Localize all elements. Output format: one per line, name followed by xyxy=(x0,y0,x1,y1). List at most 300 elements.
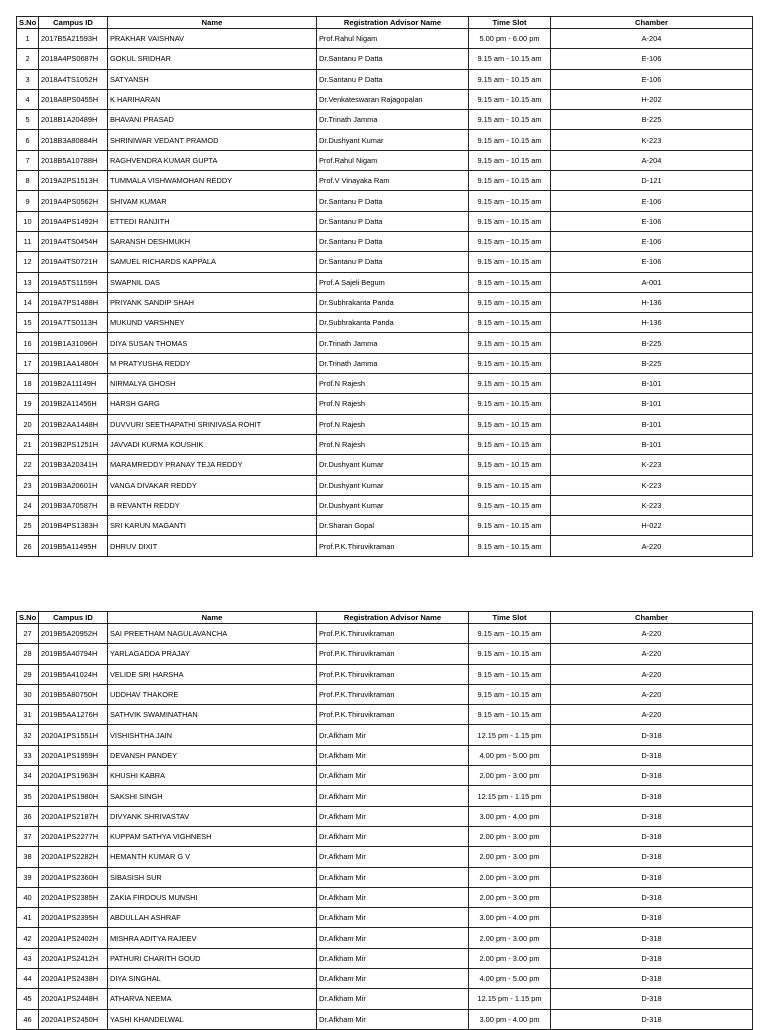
cell-chamber: K-223 xyxy=(551,130,753,150)
cell-advisor: Prof.P.K.Thiruvikraman xyxy=(317,536,469,556)
cell-advisor: Dr.Afkham Mir xyxy=(317,826,469,846)
cell-time-slot: 2.00 pm - 3.00 pm xyxy=(469,928,551,948)
advisor-table-2 xyxy=(16,611,753,1030)
cell-advisor: Dr.Dushyant Kumar xyxy=(317,130,469,150)
table-row xyxy=(17,150,753,170)
cell-sno: 5 xyxy=(17,110,39,130)
table-row xyxy=(17,766,753,786)
cell-time-slot: 9.15 am - 10.15 am xyxy=(469,495,551,515)
cell-time-slot: 9.15 am - 10.15 am xyxy=(469,130,551,150)
cell-name: KUPPAM SATHYA VIGHNESH xyxy=(108,826,317,846)
cell-advisor: Prof.N Rajesh xyxy=(317,394,469,414)
cell-advisor: Dr.Dushyant Kumar xyxy=(317,455,469,475)
table-row xyxy=(17,171,753,191)
table-row xyxy=(17,989,753,1009)
cell-time-slot: 3.00 pm - 4.00 pm xyxy=(469,908,551,928)
cell-chamber: A-204 xyxy=(551,150,753,170)
cell-chamber: B-101 xyxy=(551,394,753,414)
cell-name: B REVANTH REDDY xyxy=(108,495,317,515)
cell-campus-id: 2020A1PS2402H xyxy=(39,928,108,948)
cell-advisor: Dr.Subhrakanta Panda xyxy=(317,313,469,333)
cell-name: JAVVADI KURMA KOUSHIK xyxy=(108,434,317,454)
cell-name: BHAVANI PRASAD xyxy=(108,110,317,130)
cell-time-slot: 12.15 pm - 1.15 pm xyxy=(469,989,551,1009)
cell-time-slot: 9.15 am - 10.15 am xyxy=(469,516,551,536)
cell-advisor: Dr.Afkham Mir xyxy=(317,948,469,968)
cell-sno: 7 xyxy=(17,150,39,170)
header-advisor: Registration Advisor Name xyxy=(317,17,469,29)
cell-chamber: D-318 xyxy=(551,745,753,765)
cell-name: SAKSHI SINGH xyxy=(108,786,317,806)
table-row xyxy=(17,536,753,556)
cell-name: ATHARVA NEEMA xyxy=(108,989,317,1009)
cell-time-slot: 9.15 am - 10.15 am xyxy=(469,536,551,556)
table-row xyxy=(17,847,753,867)
cell-advisor: Prof.P.K.Thiruvikraman xyxy=(317,644,469,664)
cell-chamber: A-220 xyxy=(551,644,753,664)
cell-campus-id: 2019B5A20952H xyxy=(39,624,108,644)
cell-sno: 23 xyxy=(17,475,39,495)
cell-chamber: D-318 xyxy=(551,908,753,928)
cell-sno: 41 xyxy=(17,908,39,928)
cell-name: NIRMALYA GHOSH xyxy=(108,374,317,394)
cell-time-slot: 9.15 am - 10.15 am xyxy=(469,171,551,191)
cell-sno: 36 xyxy=(17,806,39,826)
cell-time-slot: 9.15 am - 10.15 am xyxy=(469,705,551,725)
cell-advisor: Dr.Afkham Mir xyxy=(317,745,469,765)
header-time-slot: Time Slot xyxy=(469,17,551,29)
cell-advisor: Dr.Afkham Mir xyxy=(317,989,469,1009)
cell-sno: 29 xyxy=(17,664,39,684)
cell-chamber: D-318 xyxy=(551,847,753,867)
cell-name: VANGA DIVAKAR REDDY xyxy=(108,475,317,495)
cell-time-slot: 9.15 am - 10.15 am xyxy=(469,414,551,434)
cell-chamber: D-318 xyxy=(551,887,753,907)
header-time-slot: Time Slot xyxy=(469,612,551,624)
cell-name: PATHURI CHARITH GOUD xyxy=(108,948,317,968)
cell-time-slot: 9.15 am - 10.15 am xyxy=(469,69,551,89)
cell-chamber: H-136 xyxy=(551,313,753,333)
table-body xyxy=(17,29,753,557)
cell-campus-id: 2019A7TS0113H xyxy=(39,313,108,333)
table-row xyxy=(17,89,753,109)
table-row xyxy=(17,130,753,150)
cell-time-slot: 9.15 am - 10.15 am xyxy=(469,292,551,312)
cell-chamber: E-106 xyxy=(551,191,753,211)
cell-time-slot: 9.15 am - 10.15 am xyxy=(469,475,551,495)
table-row xyxy=(17,110,753,130)
cell-campus-id: 2019B5AA1276H xyxy=(39,705,108,725)
cell-name: DUVVURI SEETHAPATHI SRINIVASA ROHIT xyxy=(108,414,317,434)
cell-chamber: A-220 xyxy=(551,624,753,644)
cell-name: DEVANSH PANDEY xyxy=(108,745,317,765)
cell-campus-id: 2019A5TS1159H xyxy=(39,272,108,292)
cell-sno: 12 xyxy=(17,252,39,272)
table-row xyxy=(17,725,753,745)
cell-sno: 38 xyxy=(17,847,39,867)
cell-sno: 19 xyxy=(17,394,39,414)
cell-campus-id: 2019B3A20341H xyxy=(39,455,108,475)
table-row xyxy=(17,1009,753,1029)
cell-time-slot: 9.15 am - 10.15 am xyxy=(469,684,551,704)
cell-time-slot: 9.15 am - 10.15 am xyxy=(469,49,551,69)
cell-sno: 44 xyxy=(17,969,39,989)
cell-advisor: Prof.A Sajeli Begum xyxy=(317,272,469,292)
cell-advisor: Dr.Afkham Mir xyxy=(317,969,469,989)
cell-time-slot: 9.15 am - 10.15 am xyxy=(469,272,551,292)
cell-campus-id: 2018A8PS0455H xyxy=(39,89,108,109)
cell-advisor: Dr.Afkham Mir xyxy=(317,908,469,928)
cell-sno: 40 xyxy=(17,887,39,907)
cell-name: K HARIHARAN xyxy=(108,89,317,109)
table-row xyxy=(17,414,753,434)
cell-chamber: D-318 xyxy=(551,786,753,806)
cell-campus-id: 2020A1PS1980H xyxy=(39,786,108,806)
table-row xyxy=(17,928,753,948)
header-advisor: Registration Advisor Name xyxy=(317,612,469,624)
header-name: Name xyxy=(108,612,317,624)
table-body xyxy=(17,624,753,1030)
cell-campus-id: 2020A1PS2438H xyxy=(39,969,108,989)
table-row xyxy=(17,745,753,765)
cell-advisor: Dr.Santanu P Datta xyxy=(317,49,469,69)
table-row xyxy=(17,867,753,887)
cell-campus-id: 2019B5A11495H xyxy=(39,536,108,556)
cell-chamber: B-225 xyxy=(551,110,753,130)
cell-sno: 35 xyxy=(17,786,39,806)
cell-sno: 31 xyxy=(17,705,39,725)
cell-chamber: E-106 xyxy=(551,252,753,272)
header-sno: S.No xyxy=(17,17,39,29)
cell-advisor: Dr.Afkham Mir xyxy=(317,867,469,887)
cell-name: M PRATYUSHA REDDY xyxy=(108,353,317,373)
cell-sno: 26 xyxy=(17,536,39,556)
cell-time-slot: 9.15 am - 10.15 am xyxy=(469,353,551,373)
cell-name: YASHI KHANDELWAL xyxy=(108,1009,317,1029)
cell-name: YARLAGADDA PRAJAY xyxy=(108,644,317,664)
cell-sno: 20 xyxy=(17,414,39,434)
table-header-row xyxy=(17,612,753,624)
cell-sno: 11 xyxy=(17,231,39,251)
table-row xyxy=(17,353,753,373)
cell-advisor: Dr.Santanu P Datta xyxy=(317,211,469,231)
cell-advisor: Dr.Afkham Mir xyxy=(317,766,469,786)
cell-campus-id: 2020A1PS2450H xyxy=(39,1009,108,1029)
cell-name: UDDHAV THAKORE xyxy=(108,684,317,704)
cell-name: SARANSH DESHMUKH xyxy=(108,231,317,251)
cell-campus-id: 2019B2A11149H xyxy=(39,374,108,394)
cell-name: SATHVIK SWAMINATHAN xyxy=(108,705,317,725)
cell-name: PRIYANK SANDIP SHAH xyxy=(108,292,317,312)
cell-campus-id: 2018B5A10788H xyxy=(39,150,108,170)
cell-campus-id: 2019B2PS1251H xyxy=(39,434,108,454)
cell-sno: 21 xyxy=(17,434,39,454)
table-row xyxy=(17,475,753,495)
cell-chamber: D-318 xyxy=(551,725,753,745)
cell-chamber: E-106 xyxy=(551,69,753,89)
table-row xyxy=(17,495,753,515)
cell-campus-id: 2018A4PS0687H xyxy=(39,49,108,69)
cell-time-slot: 4.00 pm - 5.00 pm xyxy=(469,969,551,989)
cell-time-slot: 4.00 pm - 5.00 pm xyxy=(469,745,551,765)
cell-advisor: Dr.Santanu P Datta xyxy=(317,252,469,272)
cell-time-slot: 12.15 pm - 1.15 pm xyxy=(469,786,551,806)
cell-name: ETTEDI RANJITH xyxy=(108,211,317,231)
cell-name: ZAKIA FIRDOUS MUNSHI xyxy=(108,887,317,907)
table-row xyxy=(17,786,753,806)
cell-chamber: B-101 xyxy=(551,374,753,394)
table-row xyxy=(17,516,753,536)
cell-sno: 32 xyxy=(17,725,39,745)
table-row xyxy=(17,333,753,353)
table-row xyxy=(17,644,753,664)
cell-sno: 22 xyxy=(17,455,39,475)
cell-sno: 6 xyxy=(17,130,39,150)
cell-time-slot: 9.15 am - 10.15 am xyxy=(469,664,551,684)
cell-name: MISHRA ADITYA RAJEEV xyxy=(108,928,317,948)
header-chamber: Chamber xyxy=(551,17,753,29)
cell-time-slot: 9.15 am - 10.15 am xyxy=(469,333,551,353)
cell-advisor: Dr.Venkateswaran Rajagopalan xyxy=(317,89,469,109)
cell-time-slot: 9.15 am - 10.15 am xyxy=(469,434,551,454)
cell-sno: 27 xyxy=(17,624,39,644)
cell-time-slot: 2.00 pm - 3.00 pm xyxy=(469,887,551,907)
cell-name: SWAPNIL DAS xyxy=(108,272,317,292)
cell-campus-id: 2019B5A80750H xyxy=(39,684,108,704)
cell-chamber: A-220 xyxy=(551,705,753,725)
cell-time-slot: 9.15 am - 10.15 am xyxy=(469,191,551,211)
cell-sno: 30 xyxy=(17,684,39,704)
cell-chamber: B-225 xyxy=(551,333,753,353)
cell-time-slot: 9.15 am - 10.15 am xyxy=(469,231,551,251)
cell-advisor: Dr.Afkham Mir xyxy=(317,847,469,867)
cell-campus-id: 2020A1PS2360H xyxy=(39,867,108,887)
cell-advisor: Dr.Afkham Mir xyxy=(317,725,469,745)
cell-campus-id: 2019A4TS0721H xyxy=(39,252,108,272)
table-row xyxy=(17,29,753,49)
table-row xyxy=(17,908,753,928)
cell-advisor: Prof.N Rajesh xyxy=(317,414,469,434)
cell-sno: 10 xyxy=(17,211,39,231)
cell-campus-id: 2019A4TS0454H xyxy=(39,231,108,251)
cell-time-slot: 9.15 am - 10.15 am xyxy=(469,624,551,644)
cell-name: GOKUL SRIDHAR xyxy=(108,49,317,69)
cell-time-slot: 9.15 am - 10.15 am xyxy=(469,211,551,231)
cell-name: DIYA SINGHAL xyxy=(108,969,317,989)
cell-time-slot: 3.00 pm - 4.00 pm xyxy=(469,806,551,826)
cell-advisor: Prof.P.K.Thiruvikraman xyxy=(317,624,469,644)
table-row xyxy=(17,252,753,272)
cell-name: SHRINIWAR VEDANT PRAMOD xyxy=(108,130,317,150)
header-sno: S.No xyxy=(17,612,39,624)
cell-chamber: A-220 xyxy=(551,664,753,684)
table-row xyxy=(17,69,753,89)
cell-chamber: D-318 xyxy=(551,766,753,786)
cell-time-slot: 9.15 am - 10.15 am xyxy=(469,313,551,333)
cell-time-slot: 9.15 am - 10.15 am xyxy=(469,252,551,272)
cell-chamber: K-223 xyxy=(551,455,753,475)
table-row xyxy=(17,191,753,211)
cell-campus-id: 2019B3A70587H xyxy=(39,495,108,515)
table-row xyxy=(17,231,753,251)
cell-name: DIVYANK SHRIVASTAV xyxy=(108,806,317,826)
cell-sno: 18 xyxy=(17,374,39,394)
table-row xyxy=(17,292,753,312)
cell-sno: 9 xyxy=(17,191,39,211)
cell-sno: 4 xyxy=(17,89,39,109)
cell-chamber: D-318 xyxy=(551,969,753,989)
cell-advisor: Prof.P.K.Thiruvikraman xyxy=(317,705,469,725)
table-header-row xyxy=(17,17,753,29)
cell-chamber: K-223 xyxy=(551,495,753,515)
cell-name: SAMUEL RICHARDS KAPPALA xyxy=(108,252,317,272)
cell-name: DHRUV DIXIT xyxy=(108,536,317,556)
cell-sno: 1 xyxy=(17,29,39,49)
cell-sno: 34 xyxy=(17,766,39,786)
cell-chamber: B-225 xyxy=(551,353,753,373)
cell-advisor: Prof.Rahul Nigam xyxy=(317,29,469,49)
cell-campus-id: 2020A1PS2395H xyxy=(39,908,108,928)
cell-time-slot: 9.15 am - 10.15 am xyxy=(469,150,551,170)
cell-chamber: E-106 xyxy=(551,231,753,251)
cell-time-slot: 9.15 am - 10.15 am xyxy=(469,89,551,109)
cell-name: MUKUND VARSHNEY xyxy=(108,313,317,333)
table-row xyxy=(17,969,753,989)
table-row xyxy=(17,806,753,826)
cell-campus-id: 2019B3A20601H xyxy=(39,475,108,495)
table-row xyxy=(17,49,753,69)
cell-name: ABDULLAH ASHRAF xyxy=(108,908,317,928)
cell-advisor: Prof.Rahul Nigam xyxy=(317,150,469,170)
cell-name: SHIVAM KUMAR xyxy=(108,191,317,211)
table-row xyxy=(17,624,753,644)
cell-name: KHUSHI KABRA xyxy=(108,766,317,786)
cell-time-slot: 2.00 pm - 3.00 pm xyxy=(469,867,551,887)
cell-advisor: Dr.Dushyant Kumar xyxy=(317,475,469,495)
cell-name: SATYANSH xyxy=(108,69,317,89)
table-row xyxy=(17,272,753,292)
cell-time-slot: 9.15 am - 10.15 am xyxy=(469,394,551,414)
cell-campus-id: 2020A1PS2277H xyxy=(39,826,108,846)
cell-advisor: Dr.Santanu P Datta xyxy=(317,191,469,211)
cell-advisor: Dr.Dushyant Kumar xyxy=(317,495,469,515)
cell-campus-id: 2019B1AA1480H xyxy=(39,353,108,373)
cell-sno: 43 xyxy=(17,948,39,968)
cell-time-slot: 9.15 am - 10.15 am xyxy=(469,110,551,130)
cell-advisor: Dr.Trinath Jamma xyxy=(317,110,469,130)
cell-time-slot: 9.15 am - 10.15 am xyxy=(469,644,551,664)
cell-chamber: B-101 xyxy=(551,434,753,454)
table-row xyxy=(17,664,753,684)
cell-campus-id: 2020A1PS2385H xyxy=(39,887,108,907)
cell-name: PRAKHAR VAISHNAV xyxy=(108,29,317,49)
cell-chamber: K-223 xyxy=(551,475,753,495)
cell-name: SRI KARUN MAGANTI xyxy=(108,516,317,536)
cell-name: HEMANTH KUMAR G V xyxy=(108,847,317,867)
table-row xyxy=(17,705,753,725)
cell-campus-id: 2019B2AA1448H xyxy=(39,414,108,434)
cell-chamber: D-318 xyxy=(551,867,753,887)
cell-chamber: H-022 xyxy=(551,516,753,536)
cell-chamber: A-204 xyxy=(551,29,753,49)
table-row xyxy=(17,887,753,907)
table-row xyxy=(17,313,753,333)
cell-sno: 14 xyxy=(17,292,39,312)
cell-time-slot: 2.00 pm - 3.00 pm xyxy=(469,766,551,786)
cell-campus-id: 2019B4PS1383H xyxy=(39,516,108,536)
cell-advisor: Prof.N Rajesh xyxy=(317,374,469,394)
cell-advisor: Dr.Trinath Jamma xyxy=(317,333,469,353)
cell-chamber: D-318 xyxy=(551,826,753,846)
cell-name: SIBASISH SUR xyxy=(108,867,317,887)
header-name: Name xyxy=(108,17,317,29)
cell-time-slot: 2.00 pm - 3.00 pm xyxy=(469,948,551,968)
cell-campus-id: 2019A4PS0562H xyxy=(39,191,108,211)
table-row xyxy=(17,211,753,231)
header-campus-id: Campus ID xyxy=(39,17,108,29)
cell-sno: 25 xyxy=(17,516,39,536)
cell-advisor: Prof.P.K.Thiruvikraman xyxy=(317,684,469,704)
cell-chamber: H-202 xyxy=(551,89,753,109)
cell-time-slot: 5.00 pm - 6.00 pm xyxy=(469,29,551,49)
cell-chamber: A-220 xyxy=(551,684,753,704)
cell-advisor: Dr.Afkham Mir xyxy=(317,1009,469,1029)
cell-chamber: A-001 xyxy=(551,272,753,292)
cell-advisor: Prof.N Rajesh xyxy=(317,434,469,454)
cell-time-slot: 9.15 am - 10.15 am xyxy=(469,374,551,394)
cell-chamber: A-220 xyxy=(551,536,753,556)
cell-sno: 37 xyxy=(17,826,39,846)
cell-sno: 2 xyxy=(17,49,39,69)
cell-campus-id: 2020A1PS2282H xyxy=(39,847,108,867)
cell-campus-id: 2020A1PS2187H xyxy=(39,806,108,826)
cell-time-slot: 12.15 pm - 1.15 pm xyxy=(469,725,551,745)
advisor-table-1 xyxy=(16,16,753,557)
cell-sno: 15 xyxy=(17,313,39,333)
cell-sno: 39 xyxy=(17,867,39,887)
cell-campus-id: 2017B5A21593H xyxy=(39,29,108,49)
cell-campus-id: 2018B3A80884H xyxy=(39,130,108,150)
cell-chamber: E-106 xyxy=(551,49,753,69)
cell-advisor: Dr.Afkham Mir xyxy=(317,887,469,907)
cell-campus-id: 2020A1PS2448H xyxy=(39,989,108,1009)
cell-chamber: B-101 xyxy=(551,414,753,434)
cell-advisor: Dr.Santanu P Datta xyxy=(317,231,469,251)
cell-time-slot: 3.00 pm - 4.00 pm xyxy=(469,1009,551,1029)
table-row xyxy=(17,434,753,454)
cell-sno: 8 xyxy=(17,171,39,191)
cell-time-slot: 9.15 am - 10.15 am xyxy=(469,455,551,475)
table-row xyxy=(17,826,753,846)
cell-campus-id: 2019B5A40794H xyxy=(39,644,108,664)
cell-chamber: D-318 xyxy=(551,928,753,948)
cell-sno: 16 xyxy=(17,333,39,353)
cell-sno: 13 xyxy=(17,272,39,292)
cell-sno: 42 xyxy=(17,928,39,948)
cell-chamber: H-136 xyxy=(551,292,753,312)
cell-sno: 28 xyxy=(17,644,39,664)
cell-sno: 33 xyxy=(17,745,39,765)
table-row xyxy=(17,374,753,394)
cell-time-slot: 2.00 pm - 3.00 pm xyxy=(469,826,551,846)
cell-campus-id: 2019B5A41024H xyxy=(39,664,108,684)
table-row xyxy=(17,394,753,414)
table-row xyxy=(17,684,753,704)
cell-campus-id: 2019B2A11456H xyxy=(39,394,108,414)
cell-campus-id: 2018B1A20489H xyxy=(39,110,108,130)
cell-advisor: Dr.Afkham Mir xyxy=(317,928,469,948)
cell-sno: 45 xyxy=(17,989,39,1009)
